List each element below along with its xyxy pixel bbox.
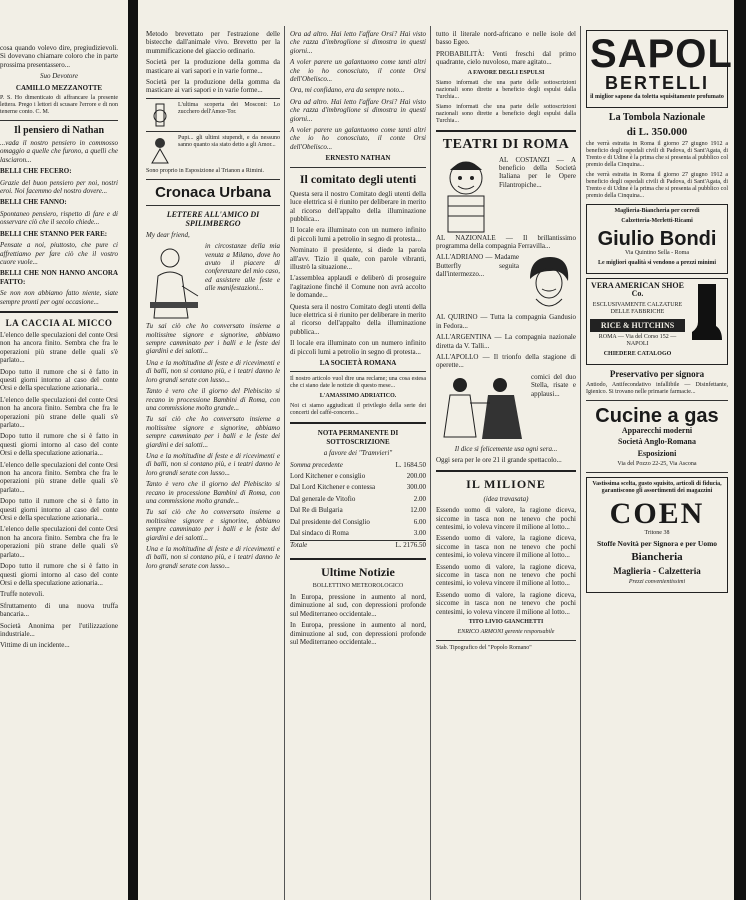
col2-top-text-2: A voler parere un galantuomo come tanti altri che io ho conosciuto, il conte Orsi dell'Obelisco... <box>290 58 426 84</box>
lettere-body <box>146 242 280 322</box>
man-writing-illustration-icon <box>146 242 202 322</box>
lettere-text-8: Tu sai ciò che ho conversato insieme a moltissime signore e signorine, abbiamo sempre camminato per i balli e le feste dei giardini e dei salotti... <box>146 508 280 542</box>
non-heading: BELLI CHE NON HANNO ANCORA FATTO: <box>0 269 118 286</box>
cucine-address: Via del Pozzo 22-25, Via Ascona <box>617 461 697 468</box>
adriano-text: ALL'ADRIANO — Madame Butterfly seguita dall'intermezzo... <box>436 253 519 279</box>
societa-heading: LA SOCIETÀ ROMANA <box>319 359 397 367</box>
dice-text: Oggi sera per le ore 21 il grande spettacolo... <box>436 456 562 465</box>
figure-illustration-icon <box>146 135 174 165</box>
left-page <box>0 0 128 900</box>
lettere-title: LETTERE ALL'AMICO DI SPILIMBERGO <box>166 209 260 228</box>
lettere-text-4: Tanto è vero che il giorno del Plebiscito si recano in processione Bambini di Roma, con una commissione molto grande... <box>146 387 280 412</box>
caccia-text-3: L'elenco delle speculazioni del conte Orsi non ha ancora finito. Sembra che fra le operazioni più strane delle quali s'è parlato... <box>0 395 118 429</box>
teatri-block-2 <box>436 253 576 313</box>
comitato-text-3: Nominato il presidente, si diede la parola all'avv. Tizio il quale, con parole vibranti, illustrò la situazione... <box>290 246 426 271</box>
comitato-text-4: L'assemblea applaudì e deliberò di proseguire l'agitazione finché il Comune non avrà accolto le domande... <box>290 274 426 300</box>
row-value: 300.00 <box>406 483 426 492</box>
col2-signature: ERNESTO NATHAN <box>325 154 391 163</box>
pensiero-title: Il pensiero di Nathan <box>13 125 105 137</box>
caccia-text-4: Dopo tutto il rumore che si è fatto in questi giorni intorno al caso del conte Orsi e della speculazione azionaria... <box>0 432 118 458</box>
comic-man-caricature-icon <box>436 156 496 234</box>
favore-text-2: Siamo informati che una parte delle sottoscrizioni nazionali sono dirette a beneficio degli espulsi dalla Turchia... <box>436 103 576 124</box>
row-name: Somma precedente <box>290 460 343 469</box>
coen-text: Vastissima scelta, gusto squisito, articoli di fiducia, garantiscono gli assortimenti dei magazzini <box>592 481 722 495</box>
ultime-subhead: BOLLETTINO METEOROLOGICO <box>312 582 404 589</box>
sapol-brand-2: BERTELLI <box>605 73 709 93</box>
shoe-ad <box>586 278 728 365</box>
caccia-text-6: Dopo tutto il rumore che si è fatto in questi giorni intorno al caso del conte Orsi e della speculazione azionaria... <box>0 497 118 523</box>
comitato-text-5: Questa sera il nostro Comitato degli utenti della luce elettrica si è riunito per deliberare in merito al ricorso dell'appalto della illuminazione pubblica... <box>290 302 426 336</box>
coen-ad <box>586 477 728 593</box>
dancing-couple-illustration-icon <box>436 373 528 445</box>
sapol-brand: SAPOL <box>590 32 733 76</box>
tombola-prize: di L. 350.000 <box>626 126 688 138</box>
teatri-block-1 <box>436 156 576 234</box>
cucine-title: Cucine a gas <box>595 404 719 427</box>
cucine-line-1: Apparecchi moderni <box>621 425 693 435</box>
comitato-title: Il comitato degli utenti <box>299 171 417 186</box>
coen-line-2: Biancheria <box>631 551 683 564</box>
milione-signature: TITO LIVIO GIANCHETTI <box>468 618 544 625</box>
sottoscrizione-row <box>290 518 426 529</box>
bottom-item-4: Vittime di un incidente... <box>0 641 70 650</box>
total-label: Totale <box>290 541 308 550</box>
bottom-item-3: Società Anonima per l'utilizzazione industriale... <box>0 621 118 638</box>
fecero-text: Grazie del buon pensiero per noi, nostri eroi. Noi facemmo del nostro dovere... <box>0 178 118 196</box>
col2-footer-small: Il nostro articolo vuol dire una reclame; una cosa estesa che ci siano date le notizie di questo mese... <box>290 376 426 390</box>
woman-portrait-icon <box>522 253 576 313</box>
sottoscrizione-row <box>290 495 426 506</box>
signature-label: Suo Devotore <box>39 72 79 81</box>
caccia-text-5: L'elenco delle speculazioni del conte Orsi non ha ancora finito. Sembra che fra le operazioni più strane delle quali s'è parlato... <box>0 460 118 494</box>
col3-top-text-2: PROBABILITÀ: Venti freschi dal primo quadrante, cielo nuvoloso, mare agitato... <box>436 49 576 67</box>
milione-text-4: Essendo uomo di valore, la ragione diceva, siccome in tasca non ne tenevo che pochi centesimi, io voleva vincere il milione al lotto... <box>436 590 576 616</box>
dice-heading: Il dice sì felicemente usa ogni sera... <box>454 444 558 453</box>
apollo-text: ALL'APOLLO — Il trionfo della stagione di operette... <box>436 353 576 370</box>
fecero-heading: BELLI CHE FECERO: <box>0 167 72 176</box>
non-text: Se non non abbiamo fatto niente, siate sempre pronti per ogni occasione... <box>0 289 118 306</box>
milione-text-3: Essendo uomo di valore, la ragione diceva, siccome in tasca non ne tenevo che pochi centesimi, io voleva vincere il milione al lotto... <box>436 562 576 588</box>
caccia-title: LA CACCIA AL MICCO <box>5 317 113 328</box>
lettere-text: in circostanze della mia venuta a Milano, dove ho avuto il piacere di conferenzare del mio caso, ed assistere alle feste e alle manifestazioni... <box>205 242 280 293</box>
gerente-line: ENRICO ARMONI gerente responsabile <box>457 628 555 635</box>
col2-top-text-3: Ora, mi confidano, era da sempre noto... <box>290 86 405 95</box>
preservativo-text: Antiodo, Antifecondativo infallibile — Disinfettante, Igienico. Si trovano nelle primarie farmacie... <box>586 381 728 395</box>
row-name: Dal generale de Vitofio <box>290 494 356 503</box>
milione-text-2: Essendo uomo di valore, la ragione diceva, siccome in tasca non ne tenevo che pochi centesimi, io voleva vincere il milione al lotto... <box>436 534 576 560</box>
col1-top-text-2: Società per la produzione della gomma da masticare ai vari sapori e in varie forme... <box>146 58 280 75</box>
row-name: Dal Re di Bulgaria <box>290 506 343 515</box>
coen-brand: COEN <box>609 497 705 531</box>
apollo-text-2: comici del duo Stella, risate e applausi... <box>531 372 576 398</box>
coen-line-3: Maglieria - Calzetteria <box>613 566 701 577</box>
ultime-notizie-title: Ultime Notizie <box>321 564 395 579</box>
col1-top-text-3: Società per la produzione della gomma da masticare ai vari sapori e in varie forme... <box>146 78 280 95</box>
row-value: 2.00 <box>413 494 426 503</box>
col2-top-text-5: A voler parere un galantuomo come tanti altri che io ho conosciuto, il conte Orsi dell'Obelisco... <box>290 126 426 151</box>
ad-text-3: Sono proprio in Esposizione al Trianon a Rimini. <box>146 167 264 174</box>
column-4-ads <box>580 0 734 900</box>
row-name: Dal Lord Kitchener e contessa <box>290 483 376 492</box>
caccia-text-8: Dopo tutto il rumore che si è fatto in questi giorni intorno al caso del conte Orsi e della speculazione azionaria... <box>0 562 118 587</box>
bottom-item-2: Sfruttamento di una nuova truffa bancaria... <box>0 601 118 619</box>
cronaca-urbana-title: Cronaca Urbana <box>155 183 271 201</box>
ultime-text: In Europa, pressione in aumento al nord, diminuzione al sud, con depressioni profonde sul Mediterraneo occidentale... <box>290 592 426 618</box>
left-intro: cosa quando volevo dire, pregiudizievoli. Si dovevano chiamare coloro che in parte prossima presentassero... <box>0 44 118 69</box>
argentina-text: ALL'ARGENTINA — La compagnia nazionale diretta da V. Talli... <box>436 333 576 350</box>
sottoscrizione-row <box>290 529 426 540</box>
favore-heading: A FAVORE DEGLI ESPULSI <box>467 69 545 76</box>
lettere-text-5: Tu sai ciò che ho conversato insieme a moltissime signore e signorine, abbiamo sempre camminato per i balli e le feste dei giardini e dei salotti... <box>146 415 280 449</box>
fanno-heading: BELLI CHE FANNO: <box>0 198 67 207</box>
pensiero-intro: ...vada il nostro pensiero in commosso omaggio a quelle che furono, a quelli che lasciaron... <box>0 139 118 164</box>
shoe-city: ROMA — Via del Corso 152 — NAPOLI <box>598 333 677 347</box>
quirino-text: AL QUIRINO — Tutta la compagnia Gandusio in Fedora... <box>436 313 576 330</box>
lettere-text-6: Una e la moltitudine di feste e di ricevimenti e di balli, non si contano più, e i teatri danno le loro grandi serate con lusso... <box>146 451 280 477</box>
caccia-text-7: L'elenco delle speculazioni del conte Orsi non ha ancora finito. Sembra che fra le operazioni più strane delle quali s'è parlato... <box>0 525 118 559</box>
sottoscrizione-box <box>290 429 426 552</box>
milione-text: Essendo uomo di valore, la ragione diceva, siccome in tasca non ne tenevo che pochi centesimi, io voleva vincere il milione al lotto... <box>436 506 576 531</box>
tombola-title: La Tombola Nazionale <box>608 112 706 123</box>
teatri-block-3 <box>436 373 576 445</box>
sapol-ad <box>586 30 733 108</box>
bondi-address: Via Quintino Sella - Roma <box>625 250 689 256</box>
costanzi-text: AL COSTANZI — A beneficio della Società Italiana per le Opere Filantropiche... <box>499 155 576 189</box>
row-value: 200.00 <box>406 472 426 481</box>
sottoscrizione-row <box>290 461 426 472</box>
row-name: Lord Kitchener e consiglio <box>290 472 366 481</box>
bottle-illustration-icon <box>146 102 174 128</box>
ad-text-2: Pupi... gli ultimi stupendi, e da nessuno sanno quanto sia stato detto a gli Amor... <box>178 134 280 148</box>
sottoscrizione-total <box>290 540 426 552</box>
bondi-line-2: Calzetteria-Merletti-Ricami <box>621 218 693 224</box>
col3-top-text: tutto il literale nord-africano e nelle isole del basso Egeo. <box>436 30 576 47</box>
comitato-text-6: Il locale era illuminato con un numero infinito di piccoli lumi a petrolio in segno di protesta... <box>290 339 426 356</box>
bondi-ad <box>586 204 728 274</box>
ad-box-2 <box>146 131 280 165</box>
coen-line-1: Stoffe Novità per Signora e per Uomo <box>596 539 718 549</box>
favore-text: Siamo informati che una parte delle sottoscrizioni nazionali sono dirette a beneficio degli espulsi dalla Turchia... <box>436 79 576 100</box>
left-page-column <box>0 0 120 653</box>
cucine-ad <box>586 405 728 468</box>
lettere-text-3: Una e la moltitudine di feste e di ricevimenti e di balli, non si contano più, e i teatri danno le loro grandi serate con lusso... <box>146 358 280 384</box>
sottoscrizione-title: NOTA PERMANENTE DI SOTTOSCRIZIONE <box>317 429 399 446</box>
ad-text-1: L'ultima scoperta dei Mosconi: Lo zucchero dell'Amor-Tor. <box>178 101 280 115</box>
sottoscrizione-row <box>290 506 426 517</box>
shoe-text-block <box>590 282 685 361</box>
cucine-line-2: Società Anglo-Romana <box>618 437 696 447</box>
row-value: 12.00 <box>410 506 426 515</box>
ultime-text-2: In Europa, pressione in aumento al nord, diminuzione al sud, con depressioni profonde sul Mediterraneo occidentale... <box>290 621 426 646</box>
shoe-catalog: CHIEDERE CATALOGO <box>603 350 672 357</box>
shoe-line: ESCLUSIVAMENTE CALZATURE DELLE FABBRICHE <box>592 301 683 315</box>
amaro-text: Noi ci siamo aggiudicati il privilegio della serie dei concerti del caffè-concerto... <box>290 403 426 417</box>
sottoscrizione-row <box>290 483 426 494</box>
lettere-salute: My dear friend, <box>146 230 190 239</box>
fanno-text: Spontaneo pensiero, rispetto di fare e di osservare ciò che il secolo chiede... <box>0 209 118 227</box>
preservativo-title: Preservativo per signora <box>609 368 705 379</box>
bondi-name: Giulio Bondi <box>597 228 717 250</box>
col2-top-text-4: Ora ad altro. Hai letto l'affare Orsi? Hai visto che razza d'imbroglione si dimostra in questi giorni... <box>290 97 426 123</box>
coen-line-4: Prezzi convenientissimi <box>628 579 686 586</box>
row-value: L. 1684.50 <box>395 460 426 469</box>
column-2 <box>284 0 430 900</box>
bottom-item-1: Truffe notevoli. <box>0 590 44 599</box>
ps-text: P. S. Ho dimenticato di affrancare la presente lettera. Prego i lettori di scusare l'errore e di non tenerne conto. C. M. <box>0 95 118 116</box>
lettere-text-7: Tanto è vero che il giorno del Plebiscito si recano in processione Bambini di Roma, con una commissione molto grande... <box>146 480 280 505</box>
column-1 <box>138 0 284 900</box>
comitato-text: Questa sera il nostro Comitato degli utenti della luce elettrica si è riunito per deliberare in merito al ricorso dell'appalto della illuminazione pubblica... <box>290 189 426 223</box>
stanno-heading: BELLI CHE STANNO PER FARE: <box>0 229 108 238</box>
shoe-brand: VERA AMERICAN SHOE Co. <box>591 281 684 299</box>
comitato-text-2: Il locale era illuminato con un numero infinito di piccoli lumi a petrolio in segno di protesta... <box>290 226 426 243</box>
sottoscrizione-row <box>290 472 426 483</box>
row-value: 6.00 <box>413 517 426 526</box>
bondi-slogan: Le migliori qualità si vendono a prezzi minimi <box>597 260 717 266</box>
lettere-text-2: Tu sai ciò che ho conversato insieme a moltissime signore e signorine, abbiamo sempre camminato per i balli e le feste dei giardini e dei salotti... <box>146 322 280 356</box>
stanno-text: Pensate a noi, piuttosto, che pure ci affrettiamo per fare ciò che il vostro cuore vuole... <box>0 241 118 266</box>
milione-subtitle: (idea travasata) <box>483 494 529 503</box>
caccia-text: L'elenco delle speculazioni del conte Orsi non ha ancora finito. Sembra che fra le operazioni più strane delle quali s'è parlato... <box>0 330 118 365</box>
cucine-line-3: Esposizioni <box>637 448 677 458</box>
row-name: Dal sindaco di Roma <box>290 529 349 538</box>
coen-address: Tritone 38 <box>644 530 670 537</box>
amaro-label: L'AMASSIMO ADRIATICO. <box>319 393 397 400</box>
tombola-text: che verrà estratta in Roma il giorno 27 giugno 1912 a beneficio degli ospedali civili di Padova, di Sant'Agata, di Trento e di Udine è la prima che si presenta al pubblico col premio della Cinquina... <box>586 141 728 168</box>
teatri-title: TEATRI DI ROMA <box>442 136 570 152</box>
caccia-text-2: Dopo tutto il rumore che si è fatto in questi giorni intorno al caso del conte Orsi e della speculazione azionaria... <box>0 367 118 393</box>
column-3 <box>430 0 580 900</box>
sottoscrizione-subtitle: a favore dei "Tramvieri" <box>323 449 393 458</box>
row-value: 3.00 <box>413 529 426 538</box>
ad-box-1 <box>146 98 280 128</box>
col1-top-text: Metodo brevettato per l'estrazione delle bistecche dall'animale vivo. Brevetto per la mummificazione del giaccio ordinario. <box>146 30 280 55</box>
lettere-text-9: Una e la moltitudine di feste e di ricevimenti e di balli, non si contano più, e i teatri danno le loro grandi serate con lusso... <box>146 545 280 570</box>
row-name: Dal presidente del Consiglio <box>290 517 370 526</box>
bondi-line-1: Maglieria-Biancheria per corredi <box>614 208 700 214</box>
stampa-label: Stab. Tipografico del "Popolo Romano" <box>436 644 532 651</box>
boot-illustration-icon <box>688 282 724 346</box>
nazionale-text: AL NAZIONALE — Il brillantissimo programma della compagnia Ferravilla... <box>436 233 576 251</box>
milione-title: IL MILIONE <box>466 476 546 491</box>
sapol-tagline: il miglior sapone da toletta squisitamente profumato <box>590 94 724 100</box>
signature-name: CAMILLO MEZZANOTTE <box>15 83 103 92</box>
shoe-makers: RICE & HUTCHINS <box>590 319 685 332</box>
total-value: L. 2176.50 <box>395 541 426 550</box>
tombola-text-2: che verrà estratta in Roma il giorno 27 giugno 1912 a beneficio degli ospedali civili di Padova, di Sant'Agata, di Trento e di Udine è la prima che si presenta al pubblico col premio della Cinquina... <box>586 172 728 199</box>
right-page <box>138 0 734 900</box>
col2-top-text: Ora ad altro. Hai letto l'affare Orsi? Hai visto che razza d'imbroglione si dimostra in questi giorni... <box>290 30 426 55</box>
